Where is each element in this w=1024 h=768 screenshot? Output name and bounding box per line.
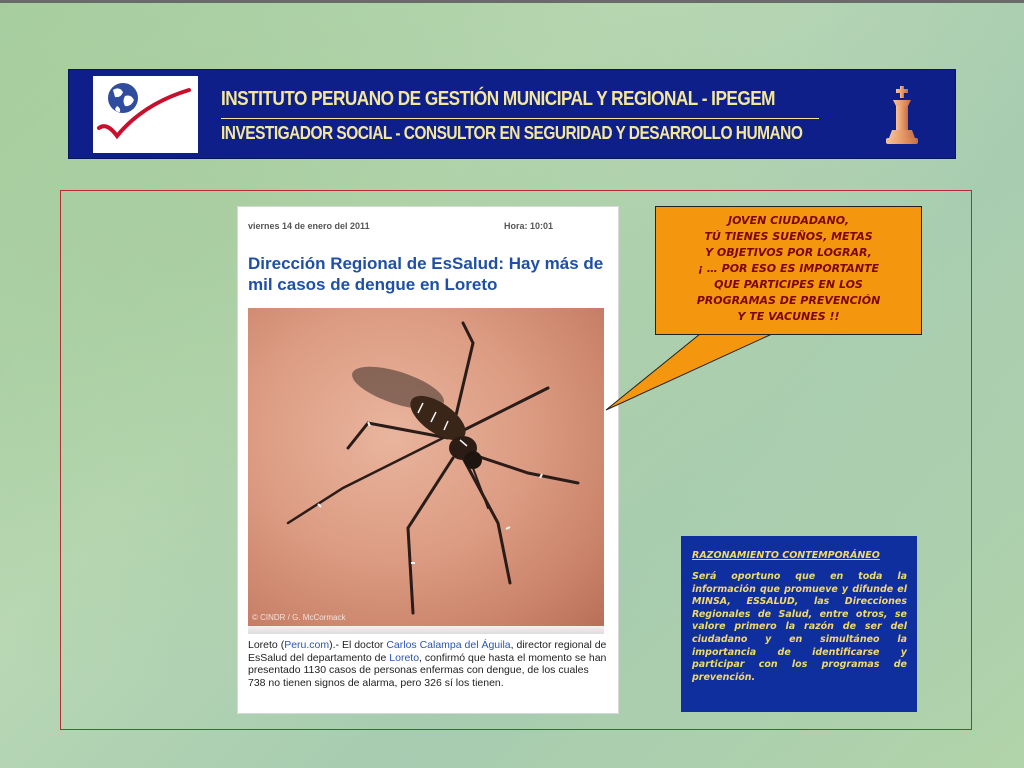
header-subtitle: INVESTIGADOR SOCIAL - CONSULTOR EN SEGURIDAD Y DESARROLLO HUMANO: [221, 123, 803, 143]
callout-line: TÚ TIENES SUEÑOS, METAS: [704, 230, 873, 243]
callout-line: JOVEN CIUDADANO,: [728, 214, 849, 227]
clipping-time: Hora: 10:01: [504, 221, 554, 231]
info-text: Será oportuno que en toda la información que promueve y difunde el MINSA, ESSALUD, las Direcciones Regionales de Salud, entre otros, se valore primero la razón de ser del ciudadano y en simultáneo la importancia de identificarse y participar con los programas de prevención.: [692, 571, 907, 683]
body-text-1: ).- El doctor: [329, 639, 387, 651]
top-border: [0, 0, 1024, 3]
clipping-body: Loreto (Peru.com).- El doctor Carlos Calampa del Águila, director regional de EsSalud del departamento de Loreto, confirmó que hasta el momento se han presentado 1130 casos de personas enfermas con dengue, de los cuales 738 no tienen signos de alarma, pero 326 sí los tienen.: [248, 639, 607, 689]
header-title: INSTITUTO PERUANO DE GESTIÓN MUNICIPAL Y REGIONAL - IPEGEM: [221, 88, 775, 110]
callout-line: Y TE VACUNES !!: [737, 310, 840, 323]
body-place: Loreto: [248, 639, 278, 651]
globe-check-logo-icon: [93, 76, 198, 153]
body-text-3: , confirmó que hasta el momento se han presentado 1130 casos de personas enfermas con dengue, de los cuales 738 no tienen signos de alarma, pero 326 sí los tienen.: [248, 651, 607, 689]
photo-caption-bar: [248, 626, 604, 634]
callout-line: Y OBJETIVOS POR LOGRAR,: [705, 246, 872, 259]
person-link[interactable]: Carlos Calampa del Águila: [386, 639, 511, 651]
speech-callout: [655, 206, 922, 335]
callout-line: QUE PARTICIPES EN LOS: [714, 278, 863, 291]
chess-king-icon: [882, 84, 922, 148]
header-banner: [68, 69, 956, 159]
photo-credit: © CINDR / G. McCormack: [252, 613, 346, 622]
info-box: [681, 536, 917, 712]
source-link[interactable]: Peru.com: [284, 639, 330, 651]
news-clipping: [237, 206, 619, 714]
mosquito-photo: [248, 308, 604, 626]
info-title: RAZONAMIENTO CONTEMPORÁNEO: [692, 550, 880, 561]
region-link[interactable]: Loreto: [389, 651, 420, 664]
body-text-2: , director regional de EsSalud del departamento de: [248, 639, 607, 664]
clipping-headline: Dirección Regional de EsSalud: Hay más de mil casos de dengue en Loreto: [248, 254, 604, 294]
callout-line: ¡ … POR ESO ES IMPORTANTE: [697, 262, 880, 275]
clipping-date: viernes 14 de enero del 2011: [248, 221, 370, 231]
header-divider: [221, 118, 819, 119]
callout-line: PROGRAMAS DE PREVENCIÓN: [696, 294, 881, 307]
